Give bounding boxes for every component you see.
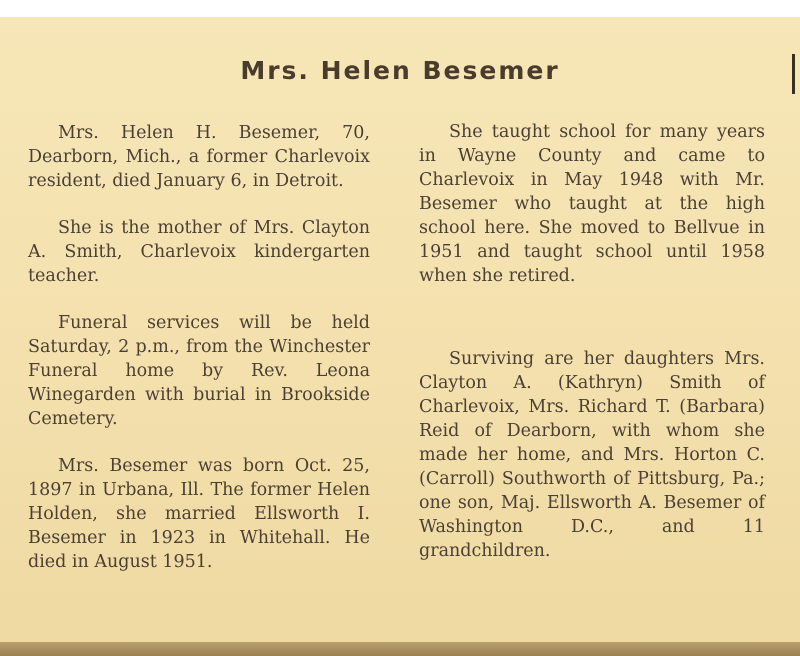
paragraph-funeral: Funeral services will be held Saturday, 2 p.m., from the Winchester Funeral home by Rev. Leona Winegarden with burial in Brookside Cemetery. <box>28 313 370 429</box>
paragraph-biography: Mrs. Besemer was born Oct. 25, 1897 in Urbana, Ill. The former Helen Holden, she married Ellsworth I. Besemer in 1923 in Whitehall. He died in August 1951. <box>28 456 370 572</box>
left-column <box>28 121 370 574</box>
paragraph-daughter: She is the mother of Mrs. Clayton A. Smith, Charlevoix kindergarten teacher. <box>28 218 370 286</box>
scan-bottom-edge <box>0 642 800 656</box>
paragraph-survivors: Surviving are her daughters Mrs. Clayton A. (Kathryn) Smith of Charlevoix, Mrs. Richard T. (Barbara) Reid of Dearborn, with whom she made her home, and Mrs. Horton C. (Carroll) Southworth of Pittsburg, Pa.; one son, Maj. Ellsworth A. Besemer of Washington D.C., and 11 grandchildren. <box>419 349 765 561</box>
right-column <box>419 120 765 563</box>
obituary-headline: Mrs. Helen Besemer <box>240 56 560 85</box>
scan-top-margin <box>0 0 800 17</box>
paragraph-death-notice: Mrs. Helen H. Besemer, 70, Dearborn, Mich., a former Charlevoix resident, died January 6, in Detroit. <box>28 123 370 191</box>
paragraph-teaching-career: She taught school for many years in Wayne County and came to Charlevoix in May 1948 with Mr. Besemer who taught at the high school here. She moved to Bellvue in 1951 and taught school until 1958 when she retired. <box>419 122 765 286</box>
